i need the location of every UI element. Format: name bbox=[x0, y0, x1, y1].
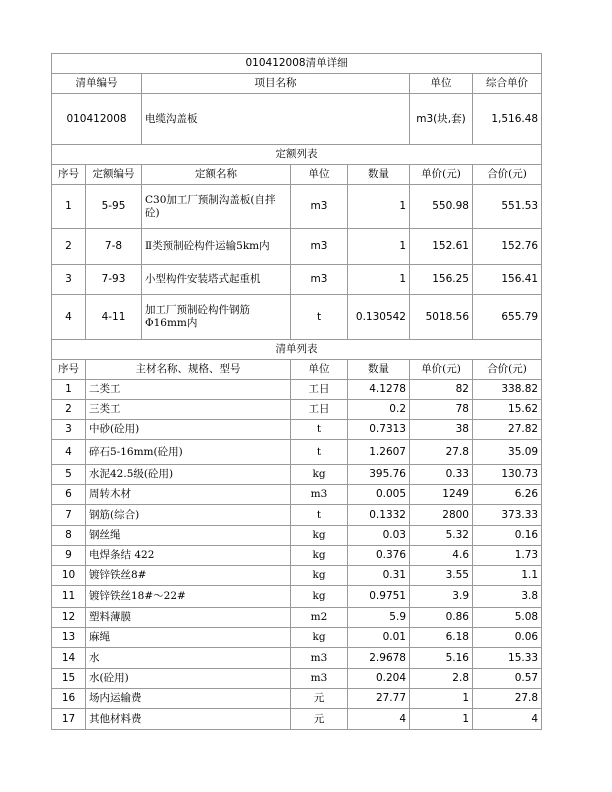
material-total: 27.82 bbox=[473, 420, 542, 440]
material-unit: kg bbox=[291, 526, 348, 546]
material-price: 3.9 bbox=[410, 586, 473, 608]
material-total: 35.09 bbox=[473, 440, 542, 465]
material-qty: 0.2 bbox=[348, 400, 410, 420]
quota-code: 7-93 bbox=[86, 265, 142, 295]
material-price: 78 bbox=[410, 400, 473, 420]
material-seq: 13 bbox=[52, 628, 86, 648]
material-seq: 7 bbox=[52, 505, 86, 526]
material-unit: m3 bbox=[291, 648, 348, 669]
material-seq: 8 bbox=[52, 526, 86, 546]
material-unit: t bbox=[291, 440, 348, 465]
quota-price: 152.61 bbox=[410, 229, 473, 265]
material-qty: 0.01 bbox=[348, 628, 410, 648]
material-name: 水泥42.5级(砼用) bbox=[86, 465, 291, 485]
quota-header-row bbox=[52, 165, 542, 185]
material-unit: kg bbox=[291, 566, 348, 586]
quota-seq: 4 bbox=[52, 295, 86, 340]
material-unit: m2 bbox=[291, 608, 348, 628]
material-seq: 15 bbox=[52, 669, 86, 689]
material-name: 镀锌铁丝18#～22# bbox=[86, 586, 291, 608]
material-row bbox=[52, 566, 542, 586]
material-total: 3.8 bbox=[473, 586, 542, 608]
quota-unit-header: 单位 bbox=[291, 165, 348, 185]
material-seq: 12 bbox=[52, 608, 86, 628]
material-name: 周转木材 bbox=[86, 485, 291, 505]
materials-section-title: 清单列表 bbox=[52, 340, 542, 360]
quota-price: 156.25 bbox=[410, 265, 473, 295]
quota-seq: 1 bbox=[52, 185, 86, 229]
material-price: 0.86 bbox=[410, 608, 473, 628]
material-name: 碎石5-16mm(砼用) bbox=[86, 440, 291, 465]
material-seq: 4 bbox=[52, 440, 86, 465]
materials-unit-header: 单位 bbox=[291, 360, 348, 380]
material-qty: 2.9678 bbox=[348, 648, 410, 669]
material-unit: m3 bbox=[291, 669, 348, 689]
material-row bbox=[52, 420, 542, 440]
quota-name: Ⅱ类预制砼构件运输5km内 bbox=[142, 229, 291, 265]
material-seq: 1 bbox=[52, 380, 86, 400]
material-price: 5.16 bbox=[410, 648, 473, 669]
material-unit: t bbox=[291, 505, 348, 526]
material-unit: m3 bbox=[291, 485, 348, 505]
price-header: 综合单价 bbox=[473, 74, 542, 94]
material-seq: 5 bbox=[52, 465, 86, 485]
material-row bbox=[52, 648, 542, 669]
material-total: 373.33 bbox=[473, 505, 542, 526]
code-header: 清单编号 bbox=[52, 74, 142, 94]
quota-unit: m3 bbox=[291, 265, 348, 295]
material-row bbox=[52, 440, 542, 465]
material-unit: 元 bbox=[291, 709, 348, 730]
material-qty: 395.76 bbox=[348, 465, 410, 485]
material-price: 27.8 bbox=[410, 440, 473, 465]
material-row bbox=[52, 380, 542, 400]
material-seq: 14 bbox=[52, 648, 86, 669]
material-price: 5.32 bbox=[410, 526, 473, 546]
quota-qty: 1 bbox=[348, 265, 410, 295]
material-seq: 11 bbox=[52, 586, 86, 608]
quota-qty-header: 数量 bbox=[348, 165, 410, 185]
material-qty: 27.77 bbox=[348, 689, 410, 709]
item-code: 010412008 bbox=[52, 94, 142, 145]
quota-unit: t bbox=[291, 295, 348, 340]
material-total: 5.08 bbox=[473, 608, 542, 628]
quota-total: 551.53 bbox=[473, 185, 542, 229]
material-total: 6.26 bbox=[473, 485, 542, 505]
material-price: 1 bbox=[410, 689, 473, 709]
material-row bbox=[52, 400, 542, 420]
quota-code: 4-11 bbox=[86, 295, 142, 340]
material-seq: 10 bbox=[52, 566, 86, 586]
quota-row bbox=[52, 185, 542, 229]
material-row bbox=[52, 465, 542, 485]
material-qty: 5.9 bbox=[348, 608, 410, 628]
material-price: 38 bbox=[410, 420, 473, 440]
materials-total-header: 合价(元) bbox=[473, 360, 542, 380]
material-name: 塑料薄膜 bbox=[86, 608, 291, 628]
material-qty: 0.005 bbox=[348, 485, 410, 505]
quota-total: 655.79 bbox=[473, 295, 542, 340]
material-name: 镀锌铁丝8# bbox=[86, 566, 291, 586]
item-price: 1,516.48 bbox=[473, 94, 542, 145]
material-total: 15.33 bbox=[473, 648, 542, 669]
materials-header-row bbox=[52, 360, 542, 380]
material-name: 三类工 bbox=[86, 400, 291, 420]
item-name: 电缆沟盖板 bbox=[142, 94, 410, 145]
quota-seq-header: 序号 bbox=[52, 165, 86, 185]
material-total: 0.06 bbox=[473, 628, 542, 648]
material-qty: 0.7313 bbox=[348, 420, 410, 440]
material-unit: kg bbox=[291, 465, 348, 485]
material-name: 场内运输费 bbox=[86, 689, 291, 709]
material-total: 0.16 bbox=[473, 526, 542, 546]
material-qty: 0.376 bbox=[348, 546, 410, 566]
material-name: 钢筋(综合) bbox=[86, 505, 291, 526]
material-unit: 工日 bbox=[291, 400, 348, 420]
material-name: 水 bbox=[86, 648, 291, 669]
item-header-row bbox=[52, 74, 542, 94]
quota-unit: m3 bbox=[291, 185, 348, 229]
material-row bbox=[52, 628, 542, 648]
quota-row bbox=[52, 295, 542, 340]
material-total: 130.73 bbox=[473, 465, 542, 485]
material-name: 电焊条结 422 bbox=[86, 546, 291, 566]
material-unit: kg bbox=[291, 628, 348, 648]
material-qty: 0.31 bbox=[348, 566, 410, 586]
material-qty: 4 bbox=[348, 709, 410, 730]
unit-header: 单位 bbox=[410, 74, 473, 94]
material-price: 82 bbox=[410, 380, 473, 400]
quota-section-title: 定额列表 bbox=[52, 145, 542, 165]
material-seq: 9 bbox=[52, 546, 86, 566]
material-seq: 17 bbox=[52, 709, 86, 730]
material-total: 27.8 bbox=[473, 689, 542, 709]
material-price: 2800 bbox=[410, 505, 473, 526]
material-name: 水(砼用) bbox=[86, 669, 291, 689]
material-name: 二类工 bbox=[86, 380, 291, 400]
material-price: 2.8 bbox=[410, 669, 473, 689]
material-qty: 4.1278 bbox=[348, 380, 410, 400]
quota-name-header: 定额名称 bbox=[142, 165, 291, 185]
quota-total: 156.41 bbox=[473, 265, 542, 295]
material-total: 1.1 bbox=[473, 566, 542, 586]
quota-price: 5018.56 bbox=[410, 295, 473, 340]
material-total: 338.82 bbox=[473, 380, 542, 400]
material-row bbox=[52, 608, 542, 628]
materials-name-header: 主材名称、规格、型号 bbox=[86, 360, 291, 380]
material-unit: kg bbox=[291, 586, 348, 608]
material-total: 4 bbox=[473, 709, 542, 730]
quota-qty: 1 bbox=[348, 185, 410, 229]
material-seq: 3 bbox=[52, 420, 86, 440]
quota-qty: 0.130542 bbox=[348, 295, 410, 340]
quota-seq: 2 bbox=[52, 229, 86, 265]
material-row bbox=[52, 526, 542, 546]
name-header: 项目名称 bbox=[142, 74, 410, 94]
material-price: 1249 bbox=[410, 485, 473, 505]
quota-name: 加工厂预制砼构件钢筋Φ16mm内 bbox=[142, 295, 291, 340]
item-row bbox=[52, 94, 542, 145]
quota-code: 5-95 bbox=[86, 185, 142, 229]
quota-code-header: 定额编号 bbox=[86, 165, 142, 185]
materials-seq-header: 序号 bbox=[52, 360, 86, 380]
item-unit: m3(块,套) bbox=[410, 94, 473, 145]
material-qty: 0.1332 bbox=[348, 505, 410, 526]
material-qty: 0.9751 bbox=[348, 586, 410, 608]
quota-unit: m3 bbox=[291, 229, 348, 265]
quota-qty: 1 bbox=[348, 229, 410, 265]
material-price: 4.6 bbox=[410, 546, 473, 566]
material-price: 1 bbox=[410, 709, 473, 730]
quota-row bbox=[52, 265, 542, 295]
material-row bbox=[52, 505, 542, 526]
quota-name: 小型构件安装塔式起重机 bbox=[142, 265, 291, 295]
material-name: 其他材料费 bbox=[86, 709, 291, 730]
quota-seq: 3 bbox=[52, 265, 86, 295]
materials-qty-header: 数量 bbox=[348, 360, 410, 380]
material-qty: 1.2607 bbox=[348, 440, 410, 465]
material-qty: 0.03 bbox=[348, 526, 410, 546]
material-name: 钢丝绳 bbox=[86, 526, 291, 546]
material-unit: kg bbox=[291, 546, 348, 566]
bill-detail-table bbox=[51, 53, 542, 730]
material-seq: 2 bbox=[52, 400, 86, 420]
quota-name: C30加工厂预制沟盖板(自拌砼) bbox=[142, 185, 291, 229]
quota-price-header: 单价(元) bbox=[410, 165, 473, 185]
quota-total-header: 合价(元) bbox=[473, 165, 542, 185]
material-row bbox=[52, 586, 542, 608]
material-name: 麻绳 bbox=[86, 628, 291, 648]
material-price: 0.33 bbox=[410, 465, 473, 485]
material-seq: 16 bbox=[52, 689, 86, 709]
material-unit: t bbox=[291, 420, 348, 440]
material-name: 中砂(砼用) bbox=[86, 420, 291, 440]
material-total: 1.73 bbox=[473, 546, 542, 566]
materials-body bbox=[52, 380, 542, 730]
page-title: 010412008清单详细 bbox=[52, 54, 542, 74]
material-row bbox=[52, 709, 542, 730]
quota-code: 7-8 bbox=[86, 229, 142, 265]
material-qty: 0.204 bbox=[348, 669, 410, 689]
material-total: 15.62 bbox=[473, 400, 542, 420]
material-price: 6.18 bbox=[410, 628, 473, 648]
material-unit: 元 bbox=[291, 689, 348, 709]
material-row bbox=[52, 689, 542, 709]
material-row bbox=[52, 669, 542, 689]
material-row bbox=[52, 485, 542, 505]
quota-total: 152.76 bbox=[473, 229, 542, 265]
quota-price: 550.98 bbox=[410, 185, 473, 229]
material-unit: 工日 bbox=[291, 380, 348, 400]
quota-row bbox=[52, 229, 542, 265]
material-total: 0.57 bbox=[473, 669, 542, 689]
material-seq: 6 bbox=[52, 485, 86, 505]
material-row bbox=[52, 546, 542, 566]
material-price: 3.55 bbox=[410, 566, 473, 586]
materials-price-header: 单价(元) bbox=[410, 360, 473, 380]
